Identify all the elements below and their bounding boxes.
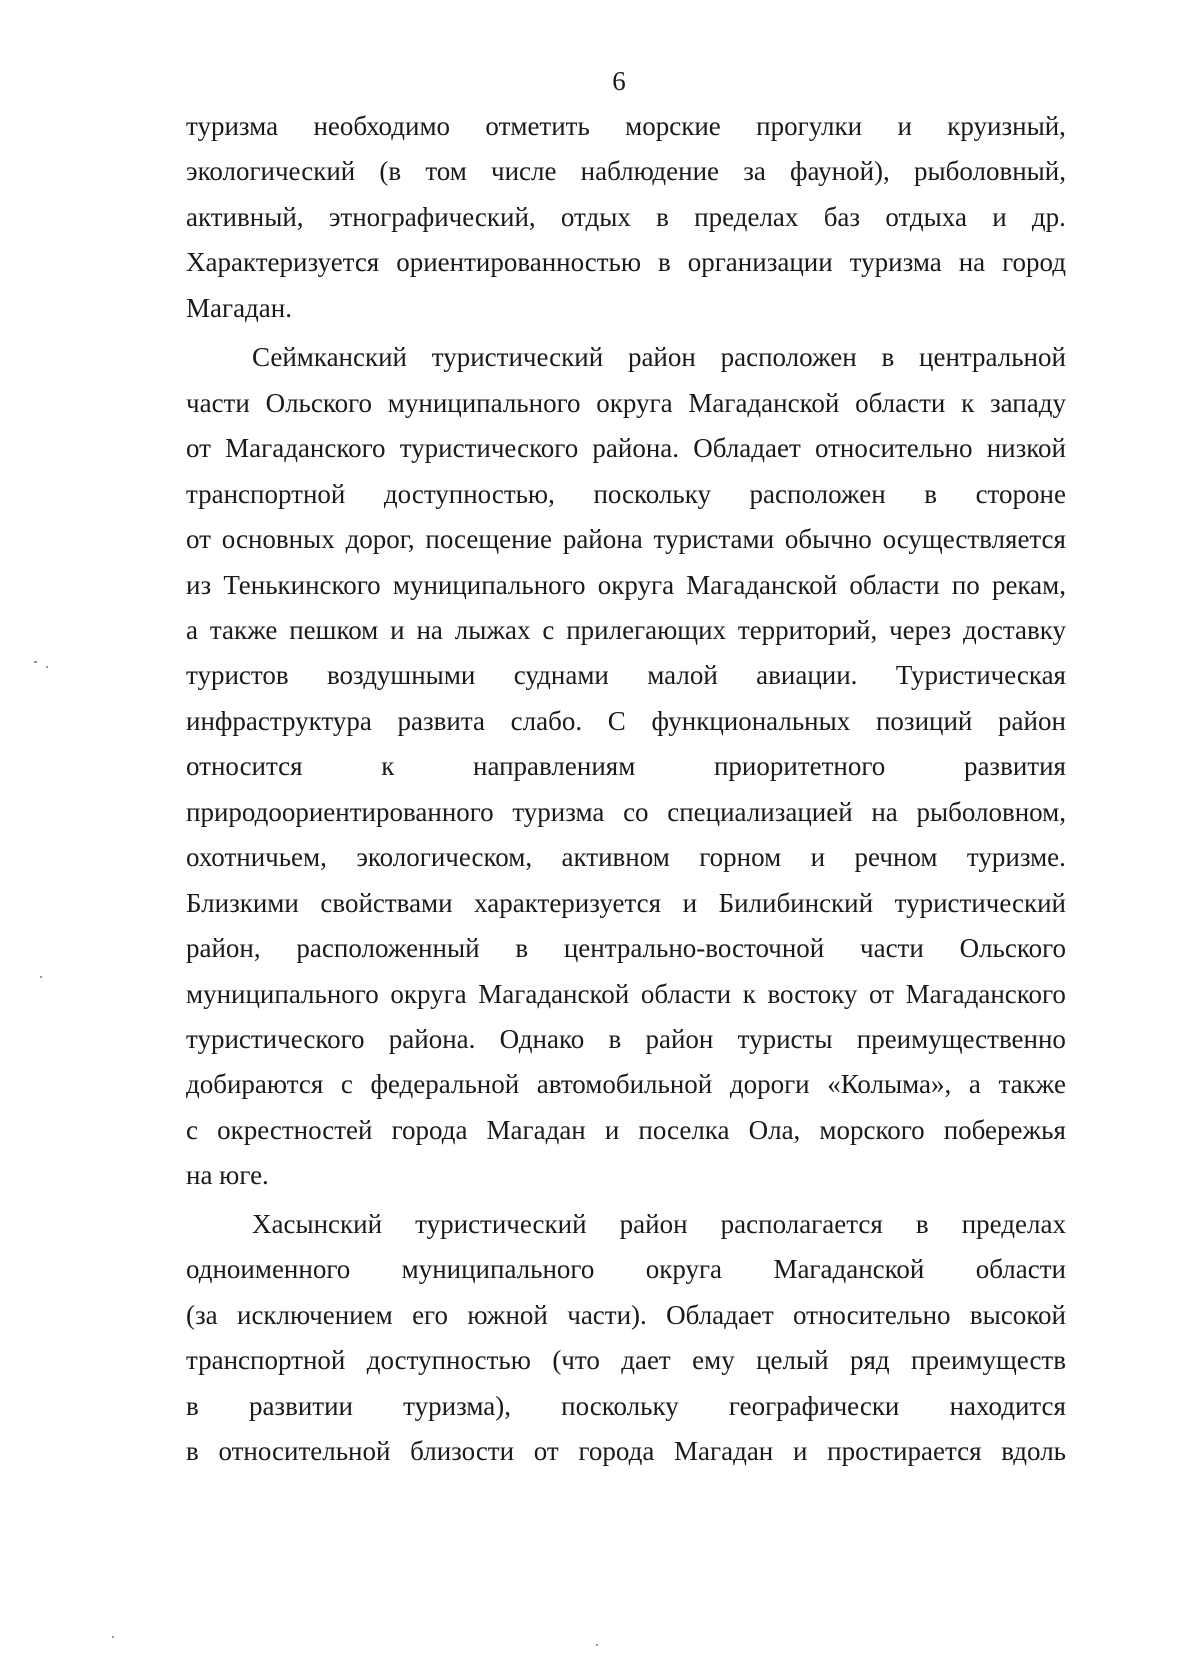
text-line [186, 976, 1066, 1012]
word: к [381, 751, 395, 782]
word: и [992, 201, 1007, 232]
word: добираются [186, 1069, 324, 1100]
word: туристического [399, 433, 579, 464]
word: малой [647, 660, 718, 691]
text-line [252, 1206, 1066, 1242]
word: от [868, 978, 894, 1009]
word: круизный, [947, 111, 1066, 141]
text-line [186, 108, 1066, 144]
word: Магаданской [478, 978, 630, 1009]
word: со [623, 796, 649, 827]
word: дает [621, 1345, 671, 1376]
word: Ольского [959, 933, 1066, 964]
text-line [186, 476, 1066, 512]
word: Тенькинского [223, 569, 381, 600]
word: осуществляется [882, 524, 1066, 555]
word: наблюдение [580, 156, 720, 187]
word: территорий, [737, 614, 878, 645]
word: поселка [638, 1114, 730, 1145]
word: автомобильной [536, 1069, 713, 1100]
word: Сеймканский [252, 342, 407, 373]
word: туристический [415, 1208, 587, 1239]
word: рекам, [991, 569, 1066, 600]
scan-speck [596, 1644, 598, 1646]
text-line [186, 385, 1066, 421]
text-line [186, 703, 1066, 739]
word: округа [597, 569, 675, 600]
word: фауной), [790, 156, 890, 187]
text-line [186, 153, 1066, 189]
word: за [743, 156, 766, 187]
word: посещение [425, 524, 552, 555]
text-line [186, 430, 1066, 466]
text-line [252, 339, 1066, 375]
word: западу [990, 387, 1066, 418]
word: по [951, 569, 980, 600]
word: относится [186, 751, 303, 782]
word: туристического [186, 1024, 365, 1054]
word: суднами [513, 660, 609, 691]
word: расположенный [296, 933, 480, 964]
word: федеральной [370, 1069, 520, 1100]
word: лыжах [454, 614, 531, 645]
word: округа [596, 387, 673, 418]
word: авиации. [756, 660, 858, 691]
word: на [958, 247, 986, 278]
word: в [186, 1390, 199, 1421]
word: (за [186, 1299, 218, 1330]
scan-speck [46, 666, 48, 668]
text-line [186, 521, 1066, 557]
word: с [542, 614, 555, 645]
text-line [186, 794, 1066, 830]
word: туристов [186, 660, 289, 691]
page-number: 6 [612, 66, 626, 96]
word: активном [561, 842, 670, 873]
word: из [186, 569, 212, 600]
word: позиций [875, 705, 973, 736]
word: муниципального [401, 1254, 595, 1285]
word: района. [388, 1024, 476, 1054]
word: туризма [512, 796, 605, 827]
word: южной [467, 1299, 548, 1330]
text-line [186, 199, 1066, 235]
text-line [186, 930, 1066, 966]
word: доступностью [366, 1345, 531, 1376]
word: район [627, 342, 696, 373]
word: Близкими [186, 887, 299, 918]
word: муниципального [387, 387, 581, 418]
word: и [810, 842, 826, 873]
word: свойствами [320, 887, 453, 918]
word: развита [397, 705, 485, 736]
word: центральной [919, 342, 1066, 373]
word: др. [1031, 201, 1066, 232]
word: района. [592, 433, 680, 464]
text-line [186, 1112, 1066, 1148]
word: (что [552, 1345, 600, 1376]
text-line [186, 1297, 1066, 1333]
word: исключением [237, 1299, 393, 1330]
word: туристы [737, 1024, 833, 1054]
word: район [998, 705, 1066, 736]
word: а [186, 614, 198, 645]
word: и [682, 887, 698, 918]
word: туризма [186, 111, 279, 141]
word: Обладает [693, 433, 801, 464]
word: приоритетного [713, 751, 886, 782]
word: области [975, 1254, 1066, 1285]
word: отметить [485, 111, 590, 141]
text-line [186, 244, 1066, 280]
word: транспортной [186, 478, 346, 509]
word: в [656, 201, 669, 232]
word: развития [963, 751, 1066, 782]
word: обычно [784, 524, 872, 555]
word: отдых [560, 201, 631, 232]
word: воздушными [326, 660, 476, 691]
word: доставку [962, 614, 1066, 645]
word: Однако [499, 1024, 585, 1054]
word: доступностью, [383, 478, 555, 509]
word: пределах [694, 201, 799, 232]
word: целый [756, 1345, 829, 1376]
word: рыболовный, [913, 156, 1066, 187]
word: также [998, 1069, 1066, 1100]
word: в [658, 247, 671, 278]
word: дорог, [345, 524, 415, 555]
word: области [855, 387, 946, 418]
word: район, [186, 933, 261, 964]
word: туристический [894, 887, 1066, 918]
word: относительной [218, 1436, 391, 1467]
text-line [186, 612, 1066, 648]
text-line [186, 1066, 1066, 1102]
word: к [961, 387, 975, 418]
text-line: Магадан. [186, 292, 292, 323]
word: его [412, 1299, 448, 1330]
word: туристический [431, 342, 604, 373]
word: относительно [814, 433, 973, 464]
word: морские [625, 111, 721, 141]
word: Магадан [486, 1114, 586, 1145]
word: части [860, 933, 924, 964]
word: от [186, 433, 211, 464]
word: Магаданского [905, 978, 1066, 1009]
word: в [515, 933, 529, 964]
word: от [186, 524, 211, 555]
word: том [425, 156, 467, 187]
text-line [186, 1433, 1066, 1469]
word: близости [410, 1436, 515, 1467]
word: природоориентированного [186, 796, 494, 827]
word: а [968, 1069, 981, 1100]
word: пешком [289, 614, 379, 645]
word: прогулки [756, 111, 863, 141]
word: туризме. [966, 842, 1066, 873]
word: «Колыма», [827, 1069, 952, 1100]
word: специализацией [667, 796, 853, 827]
word: муниципального [186, 978, 379, 1009]
word: района [562, 524, 643, 555]
word: простирается [827, 1436, 982, 1467]
word: востоку [767, 978, 858, 1009]
word: дороги [729, 1069, 810, 1100]
word: относительно [793, 1299, 951, 1330]
word: направлениям [473, 751, 636, 782]
word: С [607, 705, 626, 736]
word: слабо. [510, 705, 583, 736]
word: на [871, 796, 898, 827]
word: необходимо [313, 111, 451, 141]
text-line [186, 1388, 1066, 1424]
word: ему [692, 1345, 735, 1376]
word: находится [949, 1390, 1066, 1421]
word: также [209, 614, 278, 645]
word: город [1002, 247, 1066, 278]
word: и [792, 1436, 808, 1467]
word: (в [379, 156, 402, 187]
word: центрально-восточной [563, 933, 825, 964]
word: организации [687, 247, 833, 278]
word: и [897, 111, 912, 141]
word: Обладает [666, 1299, 774, 1330]
word: вдоль [1001, 1436, 1066, 1467]
word: речном [854, 842, 938, 873]
word: в [915, 1208, 929, 1239]
scan-speck [112, 1636, 114, 1638]
text-line [186, 748, 1066, 784]
word: округа [390, 978, 467, 1009]
word: основных [221, 524, 335, 555]
word: туристами [653, 524, 775, 555]
word: Ола, [748, 1114, 801, 1145]
word: прилегающих [566, 614, 727, 645]
word: части [186, 387, 250, 418]
word: в [924, 478, 937, 509]
word: располагается [720, 1208, 883, 1239]
word: район [645, 1024, 714, 1054]
word: рыболовном, [916, 796, 1066, 827]
word: города [391, 1114, 468, 1145]
text-line [186, 1342, 1066, 1378]
word: Магаданского [225, 433, 386, 464]
word: отдыха [885, 201, 967, 232]
word: в [186, 1436, 199, 1467]
word: горном [699, 842, 782, 873]
word: побережья [943, 1114, 1066, 1145]
word: Магаданской [686, 569, 838, 600]
word: муниципального [392, 569, 586, 600]
word: от [533, 1436, 559, 1467]
word: с [186, 1114, 198, 1145]
text-line [186, 657, 1066, 693]
word: расположен [749, 478, 886, 509]
word: Характеризуется [186, 247, 380, 278]
word: туризма [849, 247, 942, 278]
word: поскольку [561, 1390, 679, 1421]
text-line: на юге. [186, 1160, 269, 1191]
word: преимуществ [911, 1345, 1066, 1376]
word: части). [567, 1299, 647, 1330]
word: и [390, 614, 405, 645]
word: в [608, 1024, 622, 1054]
word: функциональных [651, 705, 851, 736]
word: экологическом, [356, 842, 533, 873]
word: баз [823, 201, 861, 232]
word: в [881, 342, 895, 373]
word: числе [491, 156, 557, 187]
word: расположен [720, 342, 857, 373]
word: Магадан [674, 1436, 774, 1467]
word: округа [645, 1254, 723, 1285]
word: Хасынский [252, 1208, 383, 1239]
word: области [640, 978, 732, 1009]
word: и [604, 1114, 620, 1145]
word: охотничьем, [186, 842, 327, 873]
word: транспортной [186, 1345, 346, 1376]
word: одноименного [186, 1254, 351, 1285]
word: поскольку [593, 478, 711, 509]
scan-speck [34, 661, 37, 663]
word: морского [819, 1114, 925, 1145]
word: через [889, 614, 952, 645]
word: города [578, 1436, 655, 1467]
word: низкой [986, 433, 1066, 464]
word: Туристическая [895, 660, 1066, 691]
scan-speck [40, 976, 42, 978]
word: к [742, 978, 756, 1009]
word: ряд [849, 1345, 890, 1376]
text-line [186, 567, 1066, 603]
word: ориентированностью [396, 247, 642, 278]
word: окрестностей [217, 1114, 373, 1145]
word: этнографический, [328, 201, 536, 232]
word: Магаданской [688, 387, 840, 418]
word: активный, [186, 201, 304, 232]
text-line [186, 1251, 1066, 1287]
text-line [186, 885, 1066, 921]
word: высокой [969, 1299, 1066, 1330]
word: Магаданской [773, 1254, 925, 1285]
word: туризма), [403, 1390, 511, 1421]
word: развитии [248, 1390, 353, 1421]
word: с [340, 1069, 353, 1100]
word: характеризуется [474, 887, 662, 918]
word: район [619, 1208, 688, 1239]
word: инфраструктура [186, 705, 372, 736]
word: Ольского [265, 387, 372, 418]
word: преимущественно [856, 1024, 1066, 1054]
text-line [186, 839, 1066, 875]
word: экологический [186, 156, 356, 187]
word: географически [728, 1390, 900, 1421]
word: пределах [961, 1208, 1066, 1239]
word: области [849, 569, 940, 600]
word: на [416, 614, 443, 645]
text-line [186, 1021, 1066, 1057]
word: Билибинский [718, 887, 874, 918]
word: стороне [975, 478, 1066, 509]
